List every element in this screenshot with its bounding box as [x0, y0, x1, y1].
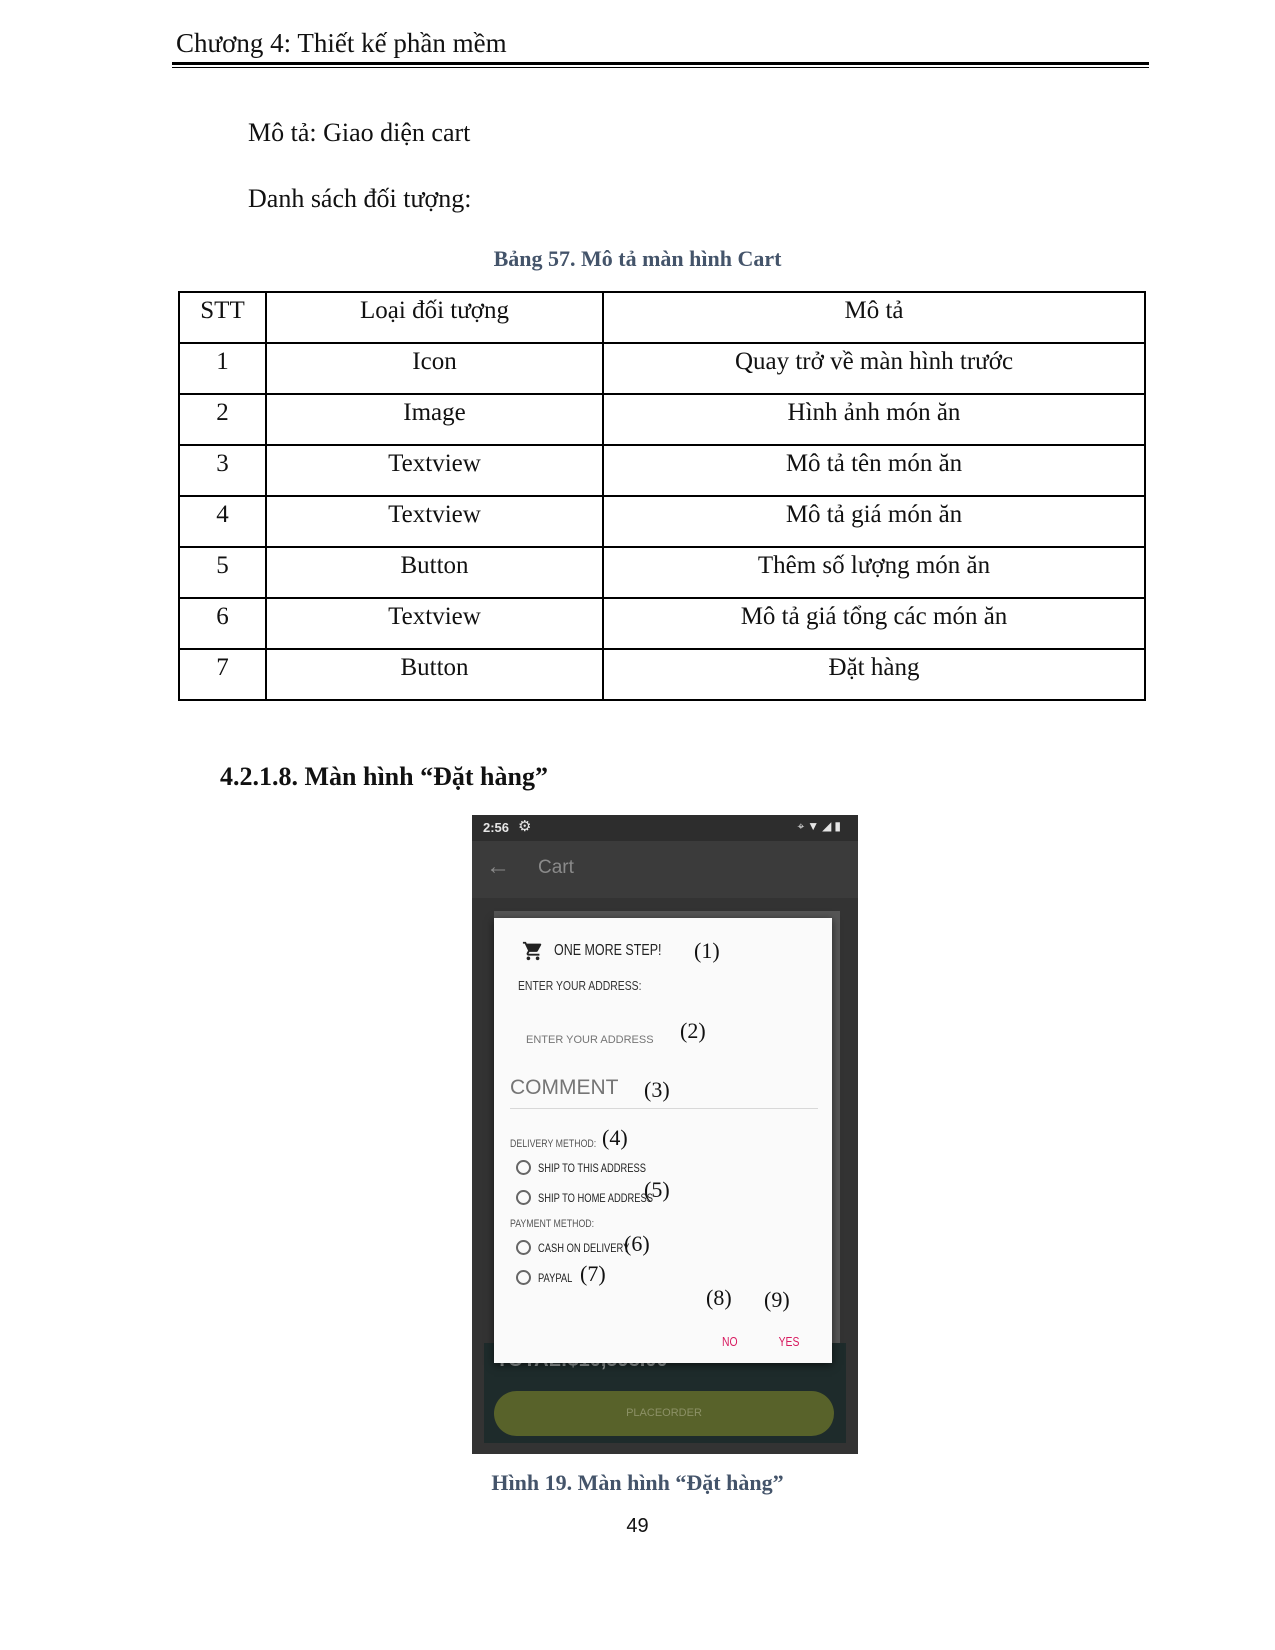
phone-screenshot [472, 815, 858, 1454]
cell-stt: 6 [179, 598, 266, 649]
dialog-title-row [520, 940, 692, 962]
header-rule-thin [172, 67, 1149, 68]
header-object-type: Loại đối tượng [266, 292, 603, 343]
dialog-title: ONE MORE STEP! [554, 942, 662, 959]
cell-desc: Hình ảnh món ăn [603, 394, 1145, 445]
object-table [178, 291, 1146, 701]
marker-8: (8) [706, 1285, 732, 1310]
table-row [179, 547, 1145, 598]
cell-stt: 7 [179, 649, 266, 700]
cell-stt: 1 [179, 343, 266, 394]
chapter-header: Chương 4: Thiết kế phần mềm [176, 28, 507, 58]
radio-label: SHIP TO THIS ADDRESS [538, 1160, 647, 1175]
marker-3: (3) [644, 1077, 670, 1102]
cell-type: Icon [266, 343, 603, 394]
table-header-row [179, 292, 1145, 343]
table-caption: Bảng 57. Mô tả màn hình Cart [493, 246, 782, 271]
cell-type: Textview [266, 496, 603, 547]
header-description: Mô tả [603, 292, 1145, 343]
radio-label: CASH ON DELIVERY [538, 1240, 630, 1255]
cell-type: Button [266, 649, 603, 700]
shopping-cart-icon [520, 940, 546, 962]
page-number: 49 [626, 1515, 649, 1537]
cell-desc: Mô tả giá tổng các món ăn [603, 598, 1145, 649]
address-input[interactable] [526, 1034, 686, 1046]
status-bar [472, 815, 858, 841]
status-time: 2:56 [483, 820, 510, 835]
cell-stt: 5 [179, 547, 266, 598]
no-button[interactable]: NO [721, 1334, 738, 1349]
app-title: Cart [538, 857, 574, 878]
place-order-button[interactable]: PLACEORDER [494, 1391, 834, 1436]
app-bar [472, 841, 858, 898]
section-heading: 4.2.1.8. Màn hình “Đặt hàng” [220, 762, 548, 791]
table-row [179, 343, 1145, 394]
radio-circle-icon[interactable] [516, 1160, 531, 1175]
cell-desc: Thêm số lượng món ăn [603, 547, 1145, 598]
cell-desc: Quay trở về màn hình trước [603, 343, 1145, 394]
marker-7: (7) [580, 1261, 606, 1286]
table-row [179, 445, 1145, 496]
object-list-label: Danh sách đối tượng: [248, 184, 472, 213]
radio-label: PAYPAL [538, 1270, 573, 1285]
radio-circle-icon[interactable] [516, 1190, 531, 1205]
status-icons: ⌖▼◢▮ [797, 819, 844, 833]
table-row [179, 394, 1145, 445]
table-row [179, 496, 1145, 547]
marker-5: (5) [644, 1177, 670, 1202]
marker-2: (2) [680, 1018, 706, 1043]
delivery-method-label: DELIVERY METHOD: [510, 1138, 597, 1150]
cell-type: Textview [266, 598, 603, 649]
cell-desc: Mô tả tên món ăn [603, 445, 1145, 496]
cell-desc: Đặt hàng [603, 649, 1145, 700]
back-arrow-icon[interactable]: ← [486, 853, 510, 880]
cell-stt: 3 [179, 445, 266, 496]
marker-4: (4) [602, 1125, 628, 1150]
header-stt: STT [179, 292, 266, 343]
header-rule-thick [172, 62, 1149, 65]
description-text: Mô tả: Giao diện cart [248, 118, 471, 147]
table-row [179, 598, 1145, 649]
cell-type: Image [266, 394, 603, 445]
figure-caption: Hình 19. Màn hình “Đặt hàng” [491, 1470, 784, 1495]
marker-9: (9) [764, 1287, 790, 1312]
cell-type: Textview [266, 445, 603, 496]
table-row [179, 649, 1145, 700]
radio-circle-icon[interactable] [516, 1270, 531, 1285]
payment-method-label: PAYMENT METHOD: [510, 1218, 595, 1230]
cell-desc: Mô tả giá món ăn [603, 496, 1145, 547]
marker-1: (1) [694, 938, 720, 963]
yes-button[interactable]: YES [778, 1334, 800, 1349]
address-label: ENTER YOUR ADDRESS: [518, 978, 642, 993]
gear-icon: ⚙ [518, 818, 532, 835]
radio-label: SHIP TO HOME ADDRESS [538, 1190, 653, 1205]
cell-stt: 4 [179, 496, 266, 547]
radio-circle-icon[interactable] [516, 1240, 531, 1255]
marker-6: (6) [624, 1231, 650, 1256]
radio-ship-to-this-address[interactable] [516, 1160, 677, 1175]
radio-paypal[interactable] [516, 1270, 582, 1285]
cell-stt: 2 [179, 394, 266, 445]
cell-type: Button [266, 547, 603, 598]
